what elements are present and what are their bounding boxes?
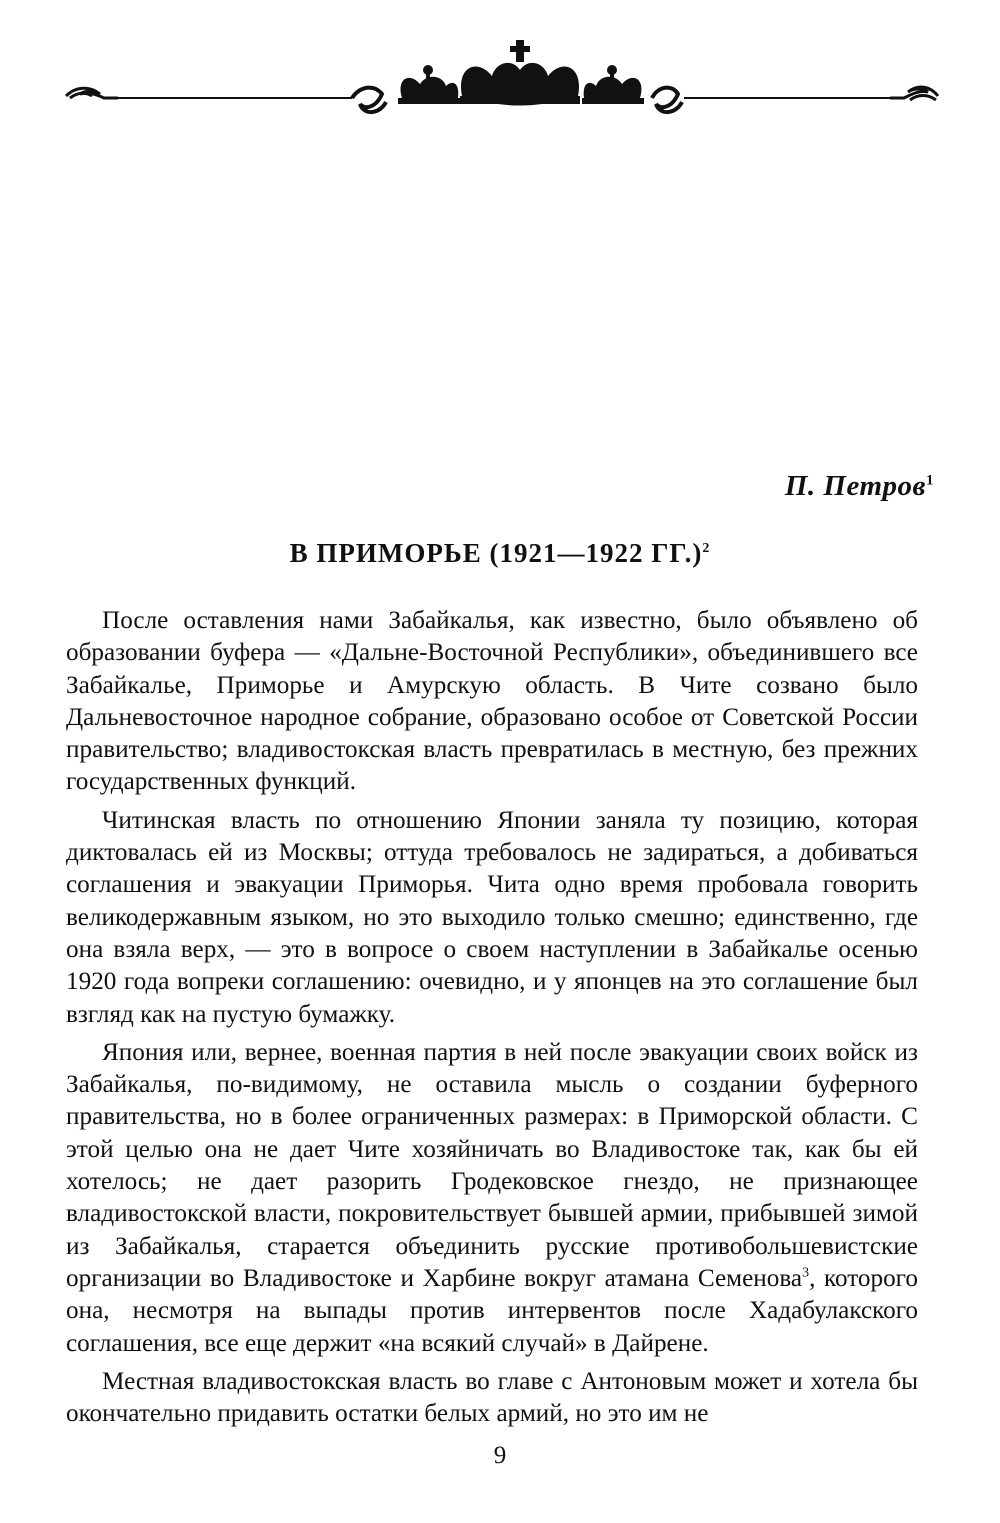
paragraph: Местная владивостокская власть во главе с Антоновым может и хотела бы окончательно придавить остатки белых армий, но это им не [66,1367,918,1428]
chapter-title [0,538,1000,569]
author-footnote-mark: 1 [926,472,934,489]
body-text [66,605,918,1436]
paragraph [66,1037,918,1360]
paragraph-text: , которого она, несмотря на выпады против интервентов после Хадабулакского соглашения, все еще держит «на всякий случай» в Дайрене. [66,1264,918,1357]
paragraph: После оставления нами Забайкалья, как известно, было объявлено об образовании буфера — «Дальне-Восточной Республики», объединившего все Забайкалье, Приморье и Амурскую область. В Чите созвано было Дальневосточное народное собрание, образовано особое от Советской России правительство; владивостокская власть превратилась в местную, без прежних государственных функций. [66,607,918,796]
title-footnote-mark: 2 [702,541,711,556]
footnote-mark: 3 [802,1265,810,1281]
paragraph: Читинская власть по отношению Японии заняла ту позицию, которая диктовалась ей из Москвы; оттуда требовалось не задираться, а добиваться соглашения и эвакуации Приморья. Чита одно время пробовала говорить великодержавным языком, но это выходило только смешно; единственно, где она взяла верх, — это в вопросе о своем наступлении в Забайкалье осенью 1920 года вопреки соглашению: очевидно, и у японцев на это соглашение был взгляд как на пустую бумажку. [66,806,918,1028]
author-text: П. Петров [784,470,926,502]
author-name [785,470,934,503]
paragraph-text: Япония или, вернее, военная партия в ней после эвакуации своих войск из Забайкалья, по-видимому, не оставила мысль о создании буферного правительства, но в более ограниченных размерах: в Приморской области. С этой целью она не дает Чите хозяйничать во Владивостоке так, как бы ей хотелось; не дает разорить Гродековское гнездо, не признающее владивостокской власти, покровительствует бывшей армии, прибывшей зимой из Забайкалья, старается объединить русские противобольшевистские организации во Владивостоке и Харбине вокруг атамана Семенова [66,1038,918,1292]
page-number: 9 [493,1442,507,1469]
chapter-title-text: В ПРИМОРЬЕ (1921—1922 ГГ.) [289,538,703,568]
crown-ornament [64,36,940,116]
